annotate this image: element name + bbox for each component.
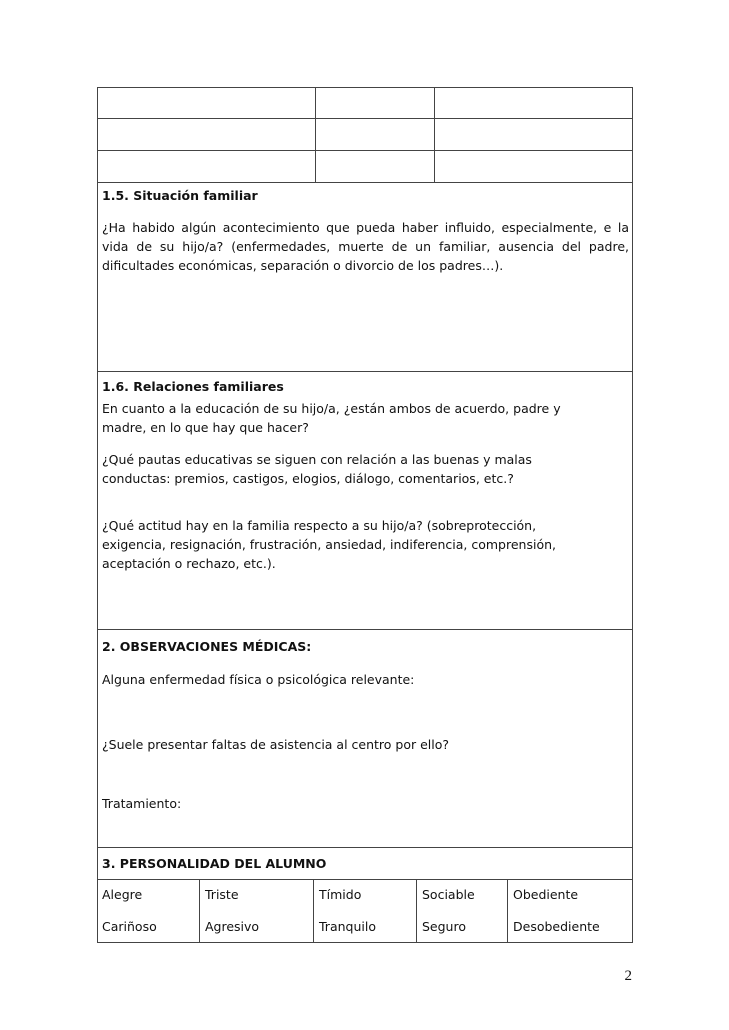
- trait-item: Obediente: [513, 887, 579, 902]
- relaciones-question-1: madre, en lo que hay que hacer?: [102, 420, 309, 435]
- grid-row-divider: [97, 118, 633, 119]
- grid-col-divider: [434, 87, 435, 183]
- relaciones-question-1: En cuanto a la educación de su hijo/a, ¿están ambos de acuerdo, padre y: [102, 401, 561, 416]
- grid-row-divider: [97, 150, 633, 151]
- trait-item: Tranquilo: [319, 919, 376, 934]
- situacion-familiar-heading: 1.5. Situación familiar: [102, 188, 258, 203]
- trait-item: Triste: [205, 887, 239, 902]
- traits-col-divider: [199, 879, 200, 943]
- grid-col-divider: [315, 87, 316, 183]
- empty-grid-table: [97, 87, 633, 183]
- trait-item: Seguro: [422, 919, 466, 934]
- trait-item: Tímido: [319, 887, 362, 902]
- traits-col-divider: [507, 879, 508, 943]
- traits-col-divider: [313, 879, 314, 943]
- observaciones-medicas-heading: 2. OBSERVACIONES MÉDICAS:: [102, 639, 312, 654]
- medicas-question-tratamiento: Tratamiento:: [102, 796, 182, 811]
- trait-item: Agresivo: [205, 919, 260, 934]
- personalidad-heading: 3. PERSONALIDAD DEL ALUMNO: [102, 856, 327, 871]
- relaciones-question-2: conductas: premios, castigos, elogios, diálogo, comentarios, etc.?: [102, 471, 514, 486]
- trait-item: Sociable: [422, 887, 475, 902]
- trait-item: Alegre: [102, 887, 143, 902]
- relaciones-question-2: ¿Qué pautas educativas se siguen con relación a las buenas y malas: [102, 452, 532, 467]
- situacion-familiar-question: ¿Ha habido algún acontecimiento que pueda haber influido, especialmente, e la vida de su hijo/a? (enfermedades, muerte de un familiar, ausencia del padre, dificultades económicas, separación o divorcio de los padres…).: [102, 220, 629, 273]
- relaciones-question-3: aceptación o rechazo, etc.).: [102, 556, 276, 571]
- relaciones-familiares-heading: 1.6. Relaciones familiares: [102, 379, 284, 394]
- trait-item: Desobediente: [513, 919, 600, 934]
- trait-item: Cariñoso: [102, 919, 157, 934]
- relaciones-question-3: ¿Qué actitud hay en la familia respecto a su hijo/a? (sobreprotección,: [102, 518, 537, 533]
- page-number: 2: [624, 968, 632, 984]
- situacion-familiar-section: [97, 182, 633, 372]
- relaciones-question-3: exigencia, resignación, frustración, ansiedad, indiferencia, comprensión,: [102, 537, 556, 552]
- medicas-question-faltas: ¿Suele presentar faltas de asistencia al centro por ello?: [102, 737, 450, 752]
- traits-col-divider: [416, 879, 417, 943]
- medicas-question-enfermedad: Alguna enfermedad física o psicológica relevante:: [102, 672, 415, 687]
